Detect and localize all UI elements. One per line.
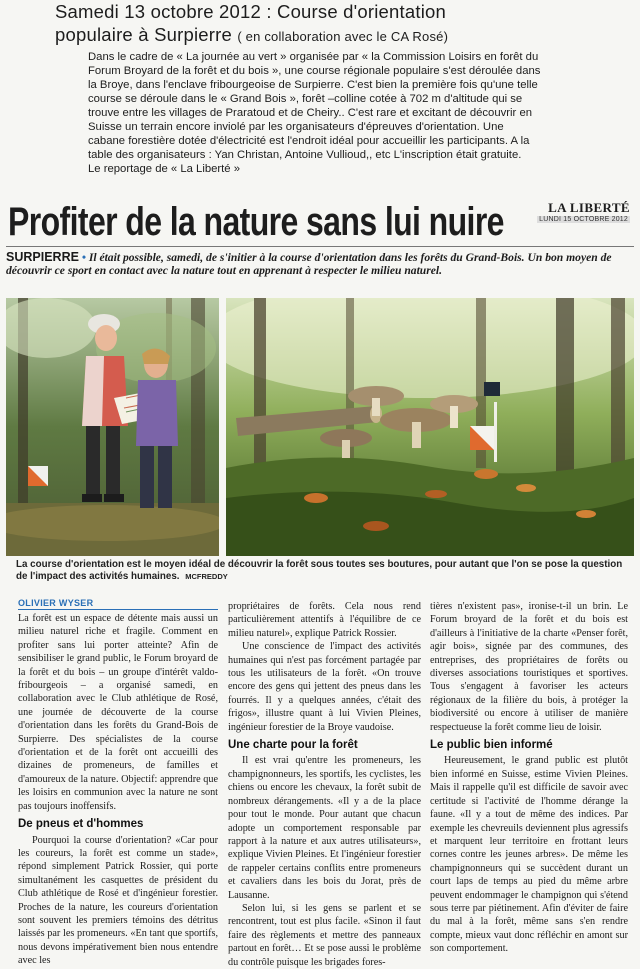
- intro-line: Dans le cadre de « La journée au vert » organisée par « la Commission Loisirs en forêt du: [88, 51, 539, 63]
- lead-bullet-icon: •: [81, 251, 89, 264]
- intro-text: [88, 50, 630, 176]
- intro-line: Le reportage de « La Liberté »: [88, 163, 240, 175]
- paragraph: tières n'existent pas», ironise-t-il un brin. Le Forum broyard de la forêt et du bois est d'ailleurs à l'initiative de la charte «Penser forêt, agir bois», signée par des communes, des entreprises, des propriétaires de forêts ou diverses associations touristiques et sportives. Tous s'engagent à favoriser les acteurs régionaux de la filière du bois, à protéger la biodiversité ou encore à utiliser de manière respectueuse la forêt comme lieu de loisir.: [430, 601, 628, 733]
- photo-caption: [16, 559, 636, 583]
- paragraph: La forêt est un espace de détente mais aussi un milieu naturel riche et fragile. Comment en profiter sans lui porter atteinte? Afin de sensibiliser le grand public, le Forum broyard de la forêt et du bois – un groupe d'intérêt valdo-fribourgeois – a organisé samedi, en collaboration avec le Club athlétique de Rosé, une journée de découverte de la course d'orientation dans les forêts du Grand-Bois de Surpierre. Des spécialistes de la course d'orientation et de la forêt ont accueilli des dizaines de promeneurs, de familles et d'amoureux de la nature. Objectif: apprendre que les loisirs en communion avec la nature ne sont pas toujours inoffensifs.: [18, 613, 218, 812]
- article-lead: [6, 251, 634, 277]
- paragraph: Selon lui, si les gens se parlent et se rencontrent, tout est plus facile. «Sinon il faut faire des règlements et mettre des panneaux partout en forêt… Et se pose aussi le problème du contrôle puisque les brigades fores-: [228, 902, 421, 968]
- intro-line: table des organisateurs : Yan Christan, Antoine Vullioud,, etc L'inscription était gratuite.: [88, 149, 522, 161]
- subheading: De pneus et d'hommes: [18, 818, 144, 831]
- intro-line: course se déroule dans le « Grand Bois », forêt –colline cotée à 702 m d'altitude qui se: [88, 93, 523, 105]
- intro-block: [55, 0, 630, 176]
- intro-line: Suisse un terrain encore inviolé par les organisateurs d'épreuves d'orientation. Une: [88, 121, 504, 133]
- photo-children-with-map: [6, 298, 219, 556]
- paragraph: propriétaires de forêts. Cela nous rend particulièrement attentifs à l'équilibre de ce milieu naturel», explique Patrick Rossier.: [228, 601, 421, 639]
- intro-title: [55, 0, 630, 48]
- article-headline: Profiter de la nature sans lui nuire: [8, 198, 504, 244]
- photo-forest-mushrooms: [226, 298, 634, 556]
- newspaper-date: LUNDI 15 OCTOBRE 2012: [539, 216, 628, 223]
- subheading: Le public bien informé: [430, 739, 553, 752]
- subheading: Une charte pour la forêt: [228, 739, 358, 752]
- paragraph: Une conscience de l'impact des activités humaines qui n'est pas forcément partagée par tous les utilisateurs de la forêt. «On trouve encore des gens qui jettent des pneus dans les fourrés. Il y a quelques années, c'était des frigos», illustre quant à lui Vivien Pleines, ingénieur forestier de la Broye vaudoise.: [228, 641, 421, 733]
- intro-title-line2: populaire à Surpierre: [55, 24, 232, 45]
- paragraph: Pourquoi la course d'orientation? «Car pour les coureurs, la forêt est comme un stade», répond simplement Patrick Rossier, qui porte simultanément les casquettes de président du Club athlétique de Rosé et d'ingénieur forestier. Proches de la nature, les coureurs d'orientation sont souvent les premiers témoins des détritus laissés par les promeneurs. «En tant que sportifs, nous devons impérativement bien nous entendre avec les: [18, 834, 218, 967]
- paragraph: Il est vrai qu'entre les promeneurs, les champignonneurs, les sportifs, les cyclistes, les chiens ou encore les chevaux, la forêt subit de nombreux dérangements. «Il y a de la place pour tout le monde. Pour autant que chacun adopte un comportement responsable par rapport à la nature et aux autres utilisateurs», explique Vivien Pleines. Et l'ingénieur forestier de rappeler certains conflits entre promeneurs et cavaliers dans les bois du Jorat, près de Lausanne.: [228, 755, 421, 901]
- lead-text: Il était possible, samedi, de s'initier à la course d'orientation dans les forêts du Grand-Bois. Un bon moyen de découvrir ce sport en contact avec la nature tout en apprenant à respecter le milieu naturel.: [6, 251, 612, 277]
- article-column-3: [430, 600, 628, 956]
- newspaper-name: LA LIBERTÉ: [548, 200, 630, 215]
- intro-line: trouve entre les villages de Praratoud et de Cheiry.. C'est rare et excitant de découvrir en: [88, 107, 533, 119]
- lead-placename: SURPIERRE: [6, 250, 79, 264]
- paragraph: Heureusement, le grand public est plutôt bien informé en Suisse, estime Vivien Pleines. Mais il rappelle qu'il est difficile de savoir avec certitude si l'activité de l'homme dérange la faune. «Il y a tout de même des indices. Par exemple les chevreuils deviennent plus agressifs et marquent leur territoire en frottant leurs cornes contre les jeunes arbres». De même les champignonneurs qui se succèdent durant un court laps de temps au pied du même arbre peuvent endommager le champignon qui s'étend sous terre par piétinement. Afin d'éviter de faire du mal à la forêt, même sans s'en rendre compte, mieux vaut donc réfléchir en amont sur son comportement.: [430, 755, 628, 955]
- intro-line: la Broye, dans l'enclave fribourgeoise de Surpierre. C'est bien la première fois qu'une telle: [88, 79, 538, 91]
- photo-credit: MCFREDDY: [185, 572, 228, 581]
- article-header: [6, 198, 634, 247]
- caption-text: La course d'orientation est le moyen idéal de découvrir la forêt sous toutes ses boutures, pour autant que l'on se pose la question de l'impact des activités humaines.: [16, 559, 623, 582]
- byline-divider: [18, 609, 218, 610]
- article-column-2: [228, 600, 421, 969]
- author-byline: OLIVIER WYSER: [18, 598, 94, 608]
- intro-title-line1: Samedi 13 octobre 2012 : Course d'orientation: [55, 1, 446, 22]
- intro-collaboration: ( en collaboration avec le CA Rosé): [237, 29, 449, 44]
- intro-line: Forum Broyard de la forêt et du bois », une course régionale populaire s'est déroulée dans: [88, 65, 541, 77]
- intro-line: cabane forestière dotée d'électricité est l'endroit idéal pour accueillir les participants. A la: [88, 135, 530, 147]
- article-column-1: [18, 612, 218, 968]
- newspaper-masthead: [537, 200, 630, 223]
